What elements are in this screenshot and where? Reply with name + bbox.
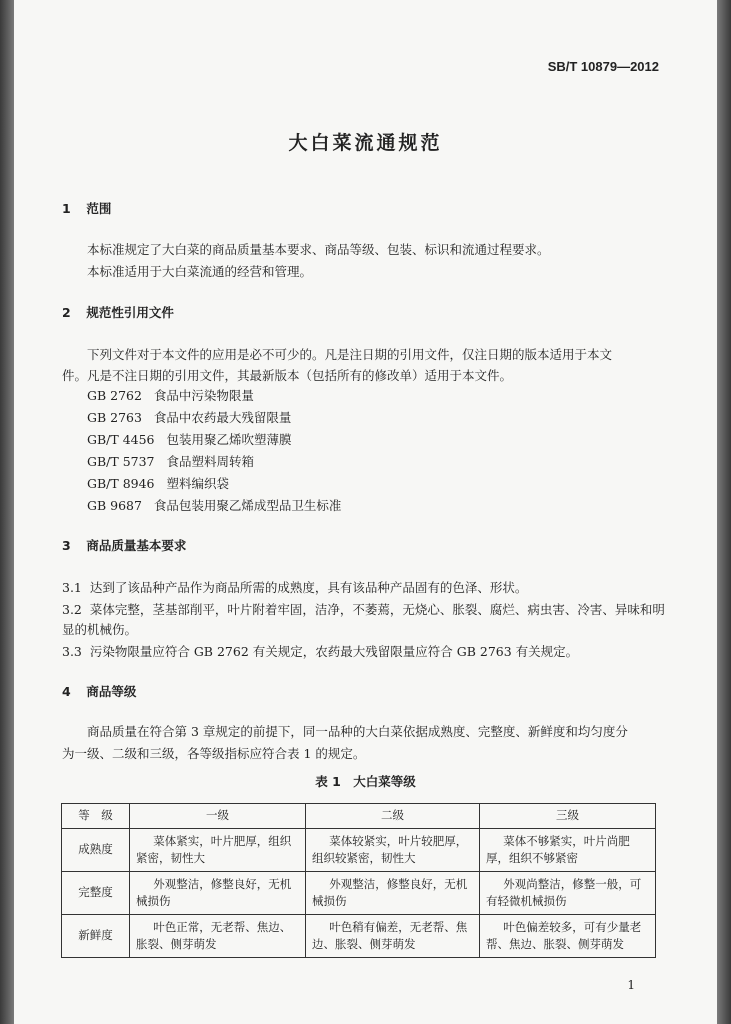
paragraph: 件。凡是不注日期的引用文件，其最新版本（包括所有的修改单）适用于本文件。 (62, 368, 513, 383)
table-header-cell: 等 级 (62, 804, 130, 829)
reference-name: 食品包装用聚乙烯成型品卫生标准 (153, 498, 342, 513)
section-title: 范围 (86, 201, 112, 216)
reference-name: 食品塑料周转箱 (166, 454, 254, 469)
section-number: 1 (62, 201, 71, 216)
table-row (62, 829, 656, 872)
reference-item (87, 474, 229, 492)
clause-number: 3.3 (62, 644, 82, 659)
section-3-heading (62, 536, 186, 554)
clause-number: 3.2 (62, 602, 82, 617)
clause-item (62, 642, 578, 660)
clause-item (62, 600, 665, 618)
reference-item (87, 496, 341, 514)
clause-text: 达到了该品种产品作为商品所需的成熟度，具有该品种产品固有的色泽、形状。 (89, 580, 528, 595)
clause-item (62, 578, 527, 596)
paragraph: 本标准适用于大白菜流通的经营和管理。 (87, 264, 313, 279)
table-header-row (62, 804, 656, 829)
section-1-heading (62, 199, 111, 217)
scan-edge-right (717, 0, 731, 1024)
reference-name: 食品中农药最大残留限量 (153, 410, 292, 425)
table-header-cell: 二级 (306, 804, 480, 829)
page-number: 1 (627, 978, 635, 992)
section-title: 商品等级 (86, 684, 137, 699)
table-cell: 叶色正常，无老帮、焦边、胀裂、侧芽萌发 (130, 915, 306, 958)
reference-code: GB 2762 (87, 388, 142, 403)
clause-number: 3.1 (62, 580, 82, 595)
clause-text: 菜体完整，茎基部削平，叶片附着牢固，洁净，不萎蔫，无烧心、胀裂、腐烂、病虫害、冷害、异味和明 (89, 602, 665, 617)
section-number: 4 (62, 684, 71, 699)
reference-name: 塑料编织袋 (166, 476, 229, 491)
document-title: 大白菜流通规范 (288, 132, 443, 154)
grade-table (61, 803, 656, 958)
table-cell: 叶色偏差较多，可有少量老帮、焦边、胀裂、侧芽萌发 (480, 915, 656, 958)
reference-item (87, 386, 254, 404)
reference-name: 包装用聚乙烯吹塑薄膜 (166, 432, 292, 447)
reference-code: GB/T 4456 (87, 432, 155, 447)
document-page (14, 0, 717, 1024)
table-cell: 外观尚整洁，修整一般，可有轻微机械损伤 (480, 872, 656, 915)
reference-code: GB 9687 (87, 498, 142, 513)
paragraph: 下列文件对于本文件的应用是必不可少的。凡是注日期的引用文件，仅注日期的版本适用于本文 (87, 347, 613, 362)
row-label: 完整度 (62, 872, 130, 915)
table-caption: 表 1 大白菜等级 (315, 774, 416, 789)
scan-edge-left (0, 0, 14, 1024)
table-row (62, 915, 656, 958)
standard-code: SB/T 10879—2012 (547, 59, 659, 74)
paragraph: 为一级、二级和三级，各等级指标应符合表 1 的规定。 (62, 746, 366, 761)
paragraph: 商品质量在符合第 3 章规定的前提下，同一品种的大白菜依据成熟度、完整度、新鲜度和均匀度分 (87, 724, 628, 739)
section-number: 3 (62, 538, 71, 553)
paragraph: 本标准规定了大白菜的商品质量基本要求、商品等级、包装、标识和流通过程要求。 (87, 242, 550, 257)
section-title: 商品质量基本要求 (86, 538, 187, 553)
clause-text: 污染物限量应符合 GB 2762 有关规定，农药最大残留限量应符合 GB 2763 有关规定。 (89, 644, 579, 659)
section-number: 2 (62, 305, 71, 320)
table-header-cell: 一级 (130, 804, 306, 829)
section-4-heading (62, 682, 136, 700)
table-cell: 菜体不够紧实，叶片尚肥厚，组织不够紧密 (480, 829, 656, 872)
reference-name: 食品中污染物限量 (153, 388, 254, 403)
reference-item (87, 408, 291, 426)
section-2-heading (62, 303, 174, 321)
row-label: 新鲜度 (62, 915, 130, 958)
table-cell: 外观整洁，修整良好，无机械损伤 (130, 872, 306, 915)
reference-item (87, 430, 291, 448)
reference-code: GB/T 8946 (87, 476, 155, 491)
table-header-cell: 三级 (480, 804, 656, 829)
table-cell: 叶色稍有偏差，无老帮、焦边、胀裂、侧芽萌发 (306, 915, 480, 958)
table-cell: 外观整洁，修整良好，无机械损伤 (306, 872, 480, 915)
table-row (62, 872, 656, 915)
row-label: 成熟度 (62, 829, 130, 872)
reference-code: GB/T 5737 (87, 454, 155, 469)
clause-text-continued: 显的机械伤。 (62, 622, 138, 637)
reference-code: GB 2763 (87, 410, 142, 425)
section-title: 规范性引用文件 (86, 305, 174, 320)
table-cell: 菜体较紧实，叶片较肥厚，组织较紧密，韧性大 (306, 829, 480, 872)
table-cell: 菜体紧实，叶片肥厚，组织紧密，韧性大 (130, 829, 306, 872)
reference-item (87, 452, 254, 470)
